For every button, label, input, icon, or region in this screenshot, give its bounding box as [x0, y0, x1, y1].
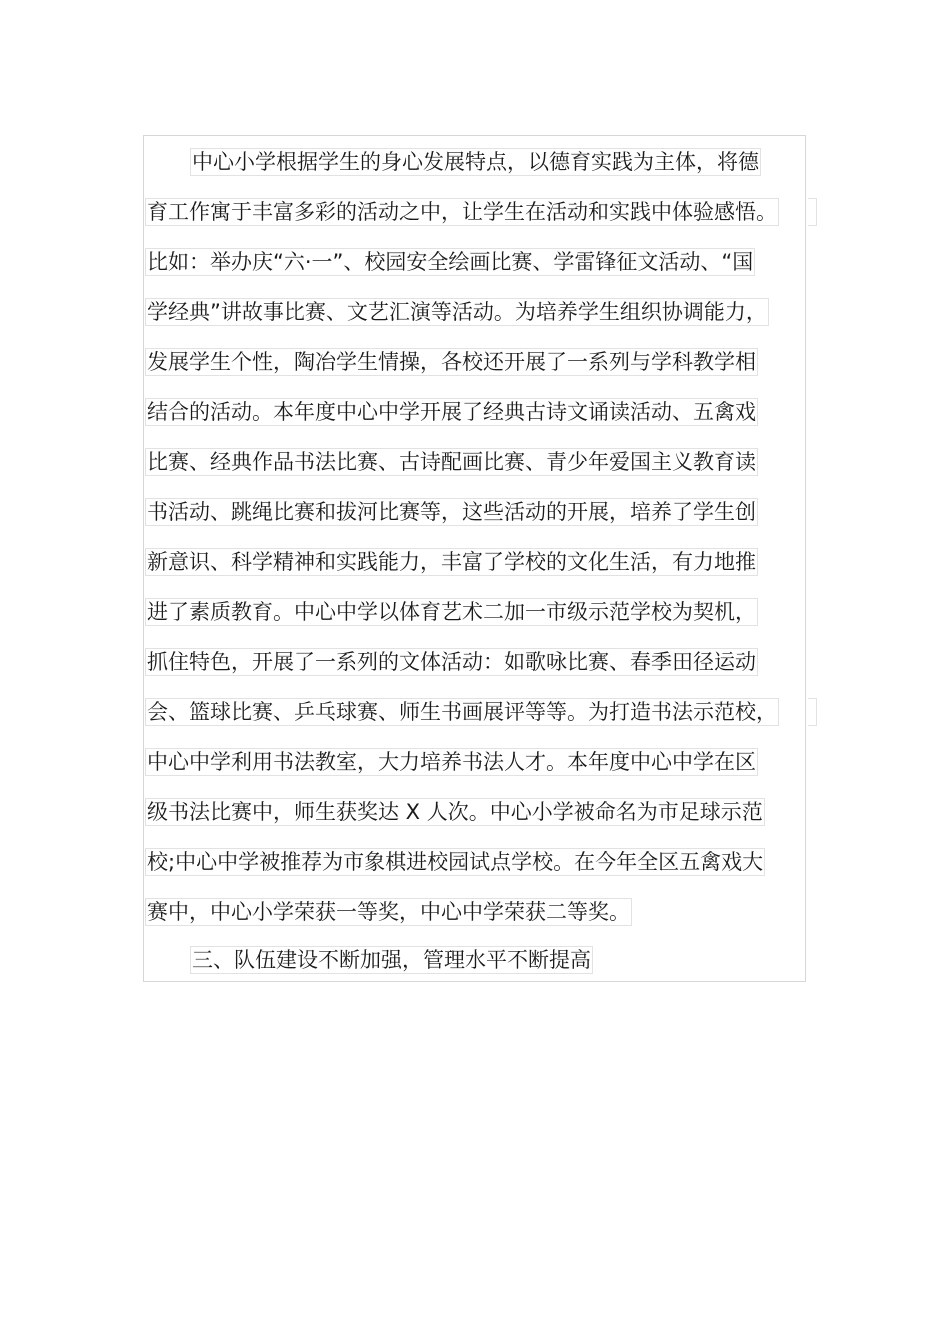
text-line-2: 育工作寓于丰富多彩的活动之中，让学生在活动和实践中体验感悟。 — [147, 200, 777, 224]
text-line-5: 发展学生个性，陶冶学生情操，各校还开展了一系列与学科教学相 — [147, 350, 756, 374]
text-line-13: 中心中学利用书法教室，大力培养书法人才。本年度中心中学在区 — [147, 750, 756, 774]
text-line-14: 级书法比赛中，师生获奖达 X 人次。中心小学被命名为市足球示范 — [147, 800, 763, 824]
line-overflow-marker — [808, 198, 817, 226]
line-overflow-marker — [808, 698, 817, 726]
text-line-16: 赛中，中心小学荣获一等奖，中心中学荣获二等奖。 — [147, 900, 630, 924]
text-line-11: 抓住特色，开展了一系列的文体活动：如歌咏比赛、春季田径运动 — [147, 650, 756, 674]
text-line-12: 会、篮球比赛、乒乓球赛、师生书画展评等等。为打造书法示范校， — [147, 700, 777, 724]
text-line-7: 比赛、经典作品书法比赛、古诗配画比赛、青少年爱国主义教育读 — [147, 450, 756, 474]
text-line-3: 比如：举办庆“六·一”、校园安全绘画比赛、学雷锋征文活动、“国 — [147, 250, 754, 274]
section-heading: 三、队伍建设不断加强，管理水平不断提高 — [192, 948, 591, 972]
text-line-10: 进了素质教育。中心中学以体育艺术二加一市级示范学校为契机， — [147, 600, 756, 624]
text-line-1: 中心小学根据学生的身心发展特点，以德育实践为主体，将德 — [192, 150, 759, 174]
text-line-8: 书活动、跳绳比赛和拔河比赛等，这些活动的开展，培养了学生创 — [147, 500, 756, 524]
text-line-6: 结合的活动。本年度中心中学开展了经典古诗文诵读活动、五禽戏 — [147, 400, 756, 424]
text-line-4: 学经典”讲故事比赛、文艺汇演等活动。为培养学生组织协调能力， — [147, 300, 767, 324]
text-line-15: 校;中心中学被推荐为市象棋进校园试点学校。在今年全区五禽戏大 — [147, 850, 764, 874]
text-line-9: 新意识、科学精神和实践能力，丰富了学校的文化生活，有力地推 — [147, 550, 756, 574]
